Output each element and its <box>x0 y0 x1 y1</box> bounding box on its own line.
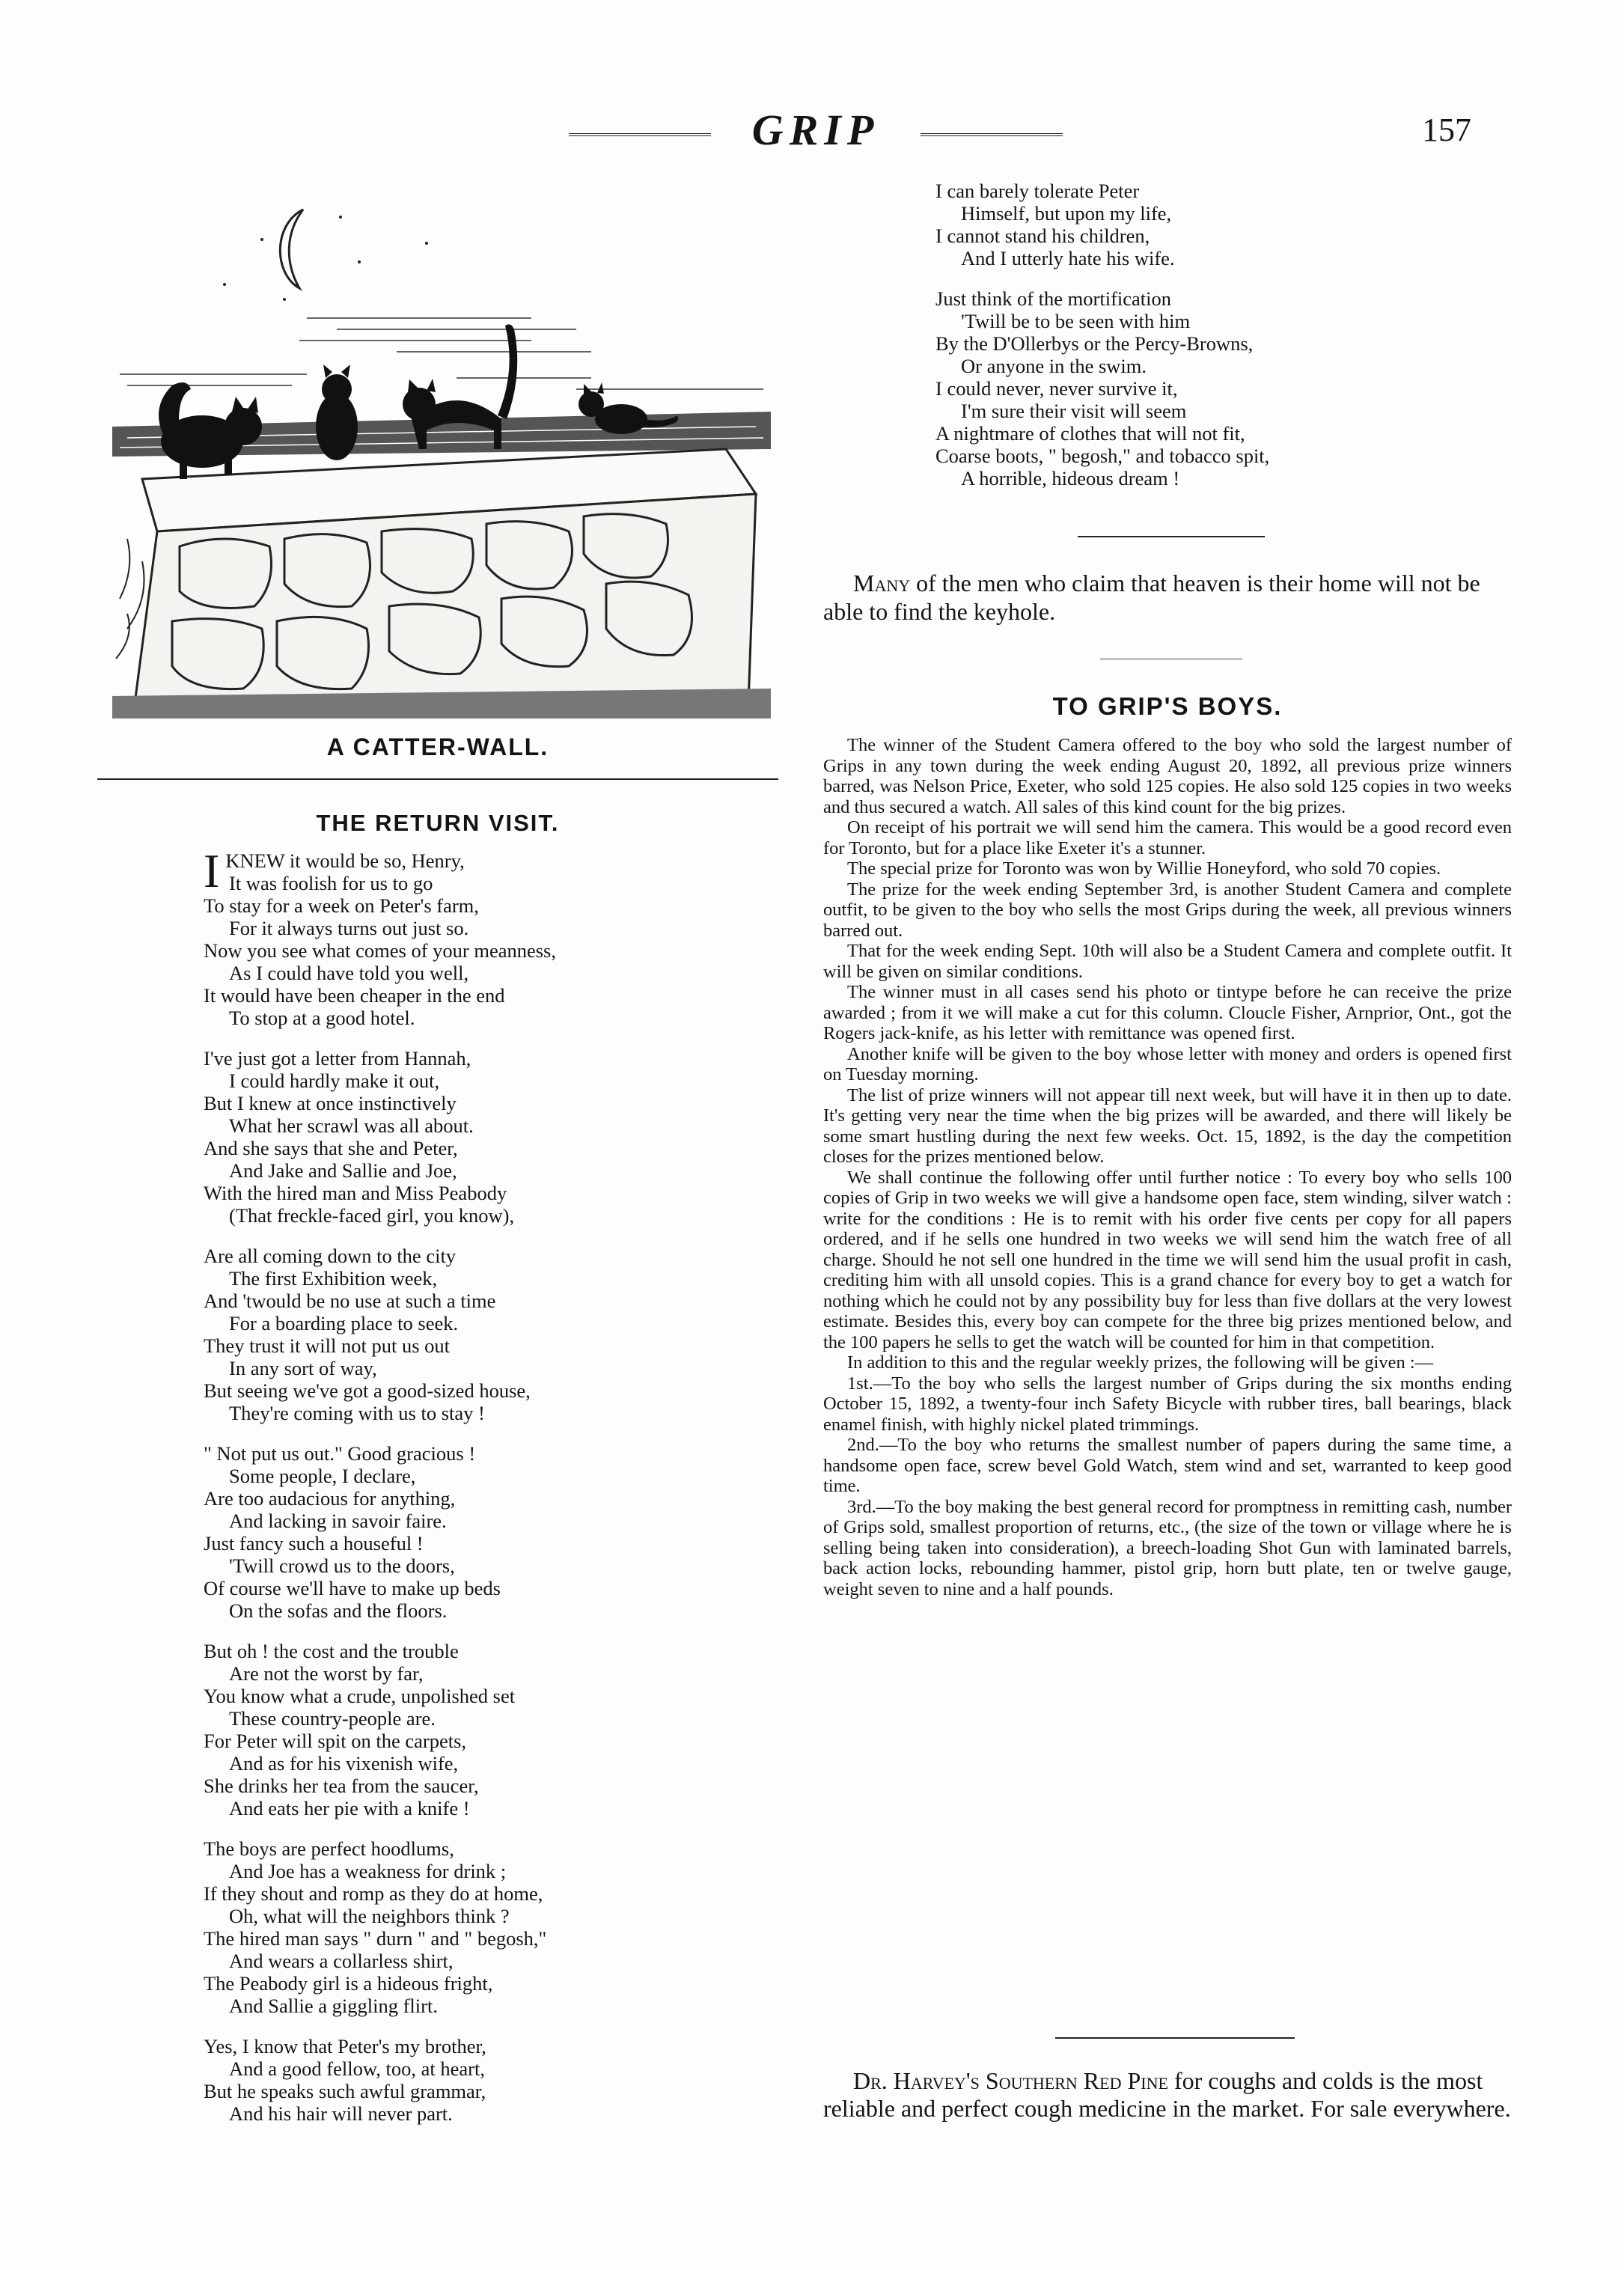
poem-line: I could hardly make it out, <box>229 1070 440 1092</box>
poem-line: A nightmare of clothes that will not fit, <box>935 422 1245 445</box>
poem-line: Now you see what comes of your meanness, <box>204 939 556 962</box>
poem-line: To stay for a week on Peter's farm, <box>204 894 479 917</box>
poem-line: Yes, I know that Peter's my brother, <box>204 2035 486 2057</box>
poem-line: And Sallie a giggling flirt. <box>229 1995 438 2017</box>
article-paragraph: The winner of the Student Camera offered to the boy who sold the largest number of Grips in any town during the week ending August 20, 1892, all previous prize winners barred, was Nelson Price, Exeter, who sold 125 copies. He also sold 125 copies in two weeks and thus secured a watch. All sales of this kind count for the big prizes. <box>823 735 1512 817</box>
poem-line: She drinks her tea from the saucer, <box>204 1775 479 1797</box>
poem-line: A horrible, hideous dream ! <box>961 467 1180 489</box>
catter-wall-drawing <box>112 180 771 718</box>
masthead <box>554 105 1078 165</box>
advert-text: for coughs and colds is the most reliable and perfect cough medicine in the market. For sale everywhere. <box>823 2067 1511 2122</box>
poem-line: With the hired man and Miss Peabody <box>204 1182 507 1204</box>
poem-line: They're coming with us to stay ! <box>229 1402 485 1424</box>
poem-stanza <box>204 1837 772 2017</box>
article-paragraph: The winner must in all cases send his photo or tintype before he can receive the prize awarded ; from it we will make a cut for this column. Cloucle Fisher, Arnprior, Ont., got the Rogers jack-knife, as his letter with remittance was opened first. <box>823 982 1512 1043</box>
poem-line: These country-people are. <box>229 1707 436 1730</box>
poem-line: Are not the worst by far, <box>229 1662 424 1685</box>
poem-line: And wears a collarless shirt, <box>229 1950 454 1972</box>
poem-line: If they shout and romp as they do at home, <box>204 1882 543 1905</box>
divider-rule <box>97 778 778 780</box>
masthead-rule-left <box>569 133 711 138</box>
article-paragraph: 1st.—To the boy who sells the largest number of Grips during the six months ending October 15, 1892, a twenty-four inch Safety Bicycle with rubber tires, ball bearings, black enamel finish, with highly nickel plated trimmings. <box>823 1373 1512 1435</box>
article-paragraph: 2nd.—To the boy who returns the smallest number of papers during the same time, a handsome open face, screw bevel Gold Watch, stem wind and set, warranted to keep good time. <box>823 1435 1512 1496</box>
poem-line: It was foolish for us to go <box>229 872 433 894</box>
poem-stanza <box>935 287 1504 489</box>
poem-line: I can barely tolerate Peter <box>935 180 1140 202</box>
advert-paragraph <box>823 2067 1512 2123</box>
poem-line: " Not put us out." Good gracious ! <box>204 1442 476 1465</box>
poem-line: What her scrawl was all about. <box>229 1114 474 1137</box>
poem-line: And lacking in savoir faire. <box>229 1510 447 1532</box>
article-paragraph: Another knife will be given to the boy whose letter with money and orders is opened first on Tuesday morning. <box>823 1043 1512 1084</box>
poem-line: By the D'Ollerbys or the Percy-Browns, <box>935 332 1254 355</box>
article-paragraph: That for the week ending Sept. 10th will also be a Student Camera and complete outfit. It will be given on similar conditions. <box>823 941 1512 982</box>
poem-continuation <box>935 180 1504 507</box>
divider-rule <box>1055 2037 1295 2039</box>
poem-stanza <box>935 180 1504 269</box>
article-paragraph: 3rd.—To the boy making the best general record for promptness in remitting cash, number of Grips sold, smallest proportion of returns, etc., (the size of the town or village where he is selling being taken into consideration), a breech-loading Shot Gun with laminated barrels, back action locks, rebounding hammer, pistol grip, horn butt plate, ten or twelve gauge, weight seven to nine and a half pounds. <box>823 1496 1512 1599</box>
poem-line: And 'twould be no use at such a time <box>204 1290 496 1312</box>
poem-line: And she says that she and Peter, <box>204 1137 458 1159</box>
poem-line: The Peabody girl is a hideous fright, <box>204 1972 493 1995</box>
poem-body <box>204 844 772 2143</box>
poem-line: Himself, but upon my life, <box>961 202 1172 225</box>
poem-line: Some people, I declare, <box>229 1465 416 1487</box>
poem-line: On the sofas and the floors. <box>229 1599 448 1622</box>
poem-line: I've just got a letter from Hannah, <box>204 1047 471 1070</box>
illustration-caption: A CATTER-WALL. <box>326 733 549 760</box>
poem-stanza <box>204 2035 772 2125</box>
poem-line: I could never, never survive it, <box>935 377 1178 400</box>
poem-stanza <box>204 1640 772 1819</box>
poem-line: For it always turns out just so. <box>229 917 469 939</box>
poem-line: Just fancy such a houseful ! <box>204 1532 424 1554</box>
article-paragraph: We shall continue the following offer until further notice : To every boy who sells 100 copies of Grip in two weeks we will give a handsome open face, stem winding, silver watch : write for the conditions : He is to remit with his order five cents per copy for all papers ordered, and if he sells one hundred in two weeks we will send him the watch free of all charge. Should he not sell one hundred in the time we will send him the usual profit in cash, crediting him with all unsold copies. This is a grand chance for every boy to get a watch for nothing which he could not by any possibility buy for less than five dollars at the very lowest estimate. Besides this, every boy can compete for the three big prizes mentioned below, and the 100 papers he sells to get the watch will be counted for him in that competition. <box>823 1167 1512 1352</box>
poem-line: Or anyone in the swim. <box>961 355 1147 377</box>
poem-line: For a boarding place to seek. <box>229 1312 459 1334</box>
catter-wall-illustration <box>112 180 771 718</box>
poem-line: (That freckle-faced girl, you know), <box>229 1204 515 1227</box>
masthead-title: GRIP <box>751 106 880 154</box>
masthead-rule-right <box>921 133 1063 138</box>
poem-line: Coarse boots, " begosh," and tobacco spit, <box>935 445 1270 467</box>
poem-line: In any sort of way, <box>229 1357 377 1379</box>
article-paragraph: The prize for the week ending September 3rd, is another Student Camera and complete outfit, to be given to the boy who sells the most Grips during the week, all previous winners barred out. <box>823 879 1512 941</box>
poem-line: And I utterly hate his wife. <box>961 247 1175 269</box>
poem-line: The hired man says " durn " and " begosh," <box>204 1927 547 1950</box>
poem-line: For Peter will spit on the carpets, <box>204 1730 467 1752</box>
poem-line: And his hair will never part. <box>229 2102 453 2125</box>
poem-title: THE RETURN VISIT. <box>316 810 560 836</box>
poem-stanza <box>204 1245 772 1424</box>
poem-stanza <box>204 844 772 1029</box>
stars <box>223 216 428 301</box>
poem-line: And Joe has a weakness for drink ; <box>229 1860 507 1882</box>
poem-line: Of course we'll have to make up beds <box>204 1577 501 1599</box>
article-body <box>823 735 1512 1599</box>
quip-paragraph <box>823 569 1512 626</box>
poem-line: But seeing we've got a good-sized house, <box>204 1379 531 1402</box>
poem-line: 'Twill crowd us to the doors, <box>229 1554 455 1577</box>
article-paragraph: On receipt of his portrait we will send him the camera. This would be a good record even for Toronto, but for a place like Exeter it's a stunner. <box>823 817 1512 858</box>
poem-line: They trust it will not put us out <box>204 1334 451 1357</box>
poem-line: IKNEW it would be so, Henry, <box>204 844 465 897</box>
poem-line: But he speaks such awful grammar, <box>204 2080 486 2102</box>
moon-icon <box>280 210 303 288</box>
poem-line: You know what a crude, unpolished set <box>204 1685 516 1707</box>
poem-line: Are all coming down to the city <box>204 1245 457 1267</box>
poem-line: Oh, what will the neighbors think ? <box>229 1905 510 1927</box>
poem-line: And eats her pie with a knife ! <box>229 1797 470 1819</box>
article-paragraph: The list of prize winners will not appear till next week, but will have it in then up to date. It's getting very near the time when the big prizes will be awarded, and there will likely be some smart hustling during the next few weeks. Oct. 15, 1892, is the day the competition closes for the prizes mentioned below. <box>823 1084 1512 1167</box>
article-title: TO GRIP'S BOYS. <box>1052 692 1283 720</box>
sky-hatching <box>120 318 763 389</box>
divider-rule <box>1078 536 1265 537</box>
drop-cap: I <box>204 844 220 897</box>
poem-line: I cannot stand his children, <box>935 225 1150 247</box>
poem-line: To stop at a good hotel. <box>229 1007 415 1029</box>
page-number: 157 <box>1422 112 1471 148</box>
quip-text: of the men who claim that heaven is their home will not be able to find the keyhole. <box>823 570 1480 625</box>
poem-line: 'Twill be to be seen with him <box>961 310 1191 332</box>
poem-line: It would have been cheaper in the end <box>204 984 505 1007</box>
poem-line: The boys are perfect hoodlums, <box>204 1837 454 1860</box>
poem-line: I'm sure their visit will seem <box>961 400 1187 422</box>
poem-stanza <box>204 1047 772 1227</box>
poem-line: Are too audacious for anything, <box>204 1487 456 1510</box>
quip-lead: Many <box>853 570 911 597</box>
poem-line: Just think of the mortification <box>935 287 1172 310</box>
poem-line: But oh ! the cost and the trouble <box>204 1640 459 1662</box>
poem-stanza <box>204 1442 772 1622</box>
poem-line: And a good fellow, too, at heart, <box>229 2057 485 2080</box>
poem-line: The first Exhibition week, <box>229 1267 438 1290</box>
article-paragraph: The special prize for Toronto was won by Willie Honeyford, who sold 70 copies. <box>847 858 1441 879</box>
advert-lead: Dr. Harvey's Southern Red Pine <box>853 2067 1168 2094</box>
poem-line: And Jake and Sallie and Joe, <box>229 1159 457 1182</box>
poem-line: But I knew at once instinctively <box>204 1092 457 1114</box>
poem-line: And as for his vixenish wife, <box>229 1752 459 1775</box>
article-paragraph: In addition to this and the regular weekly prizes, the following will be given :— <box>847 1352 1434 1373</box>
poem-line: As I could have told you well, <box>229 962 469 984</box>
